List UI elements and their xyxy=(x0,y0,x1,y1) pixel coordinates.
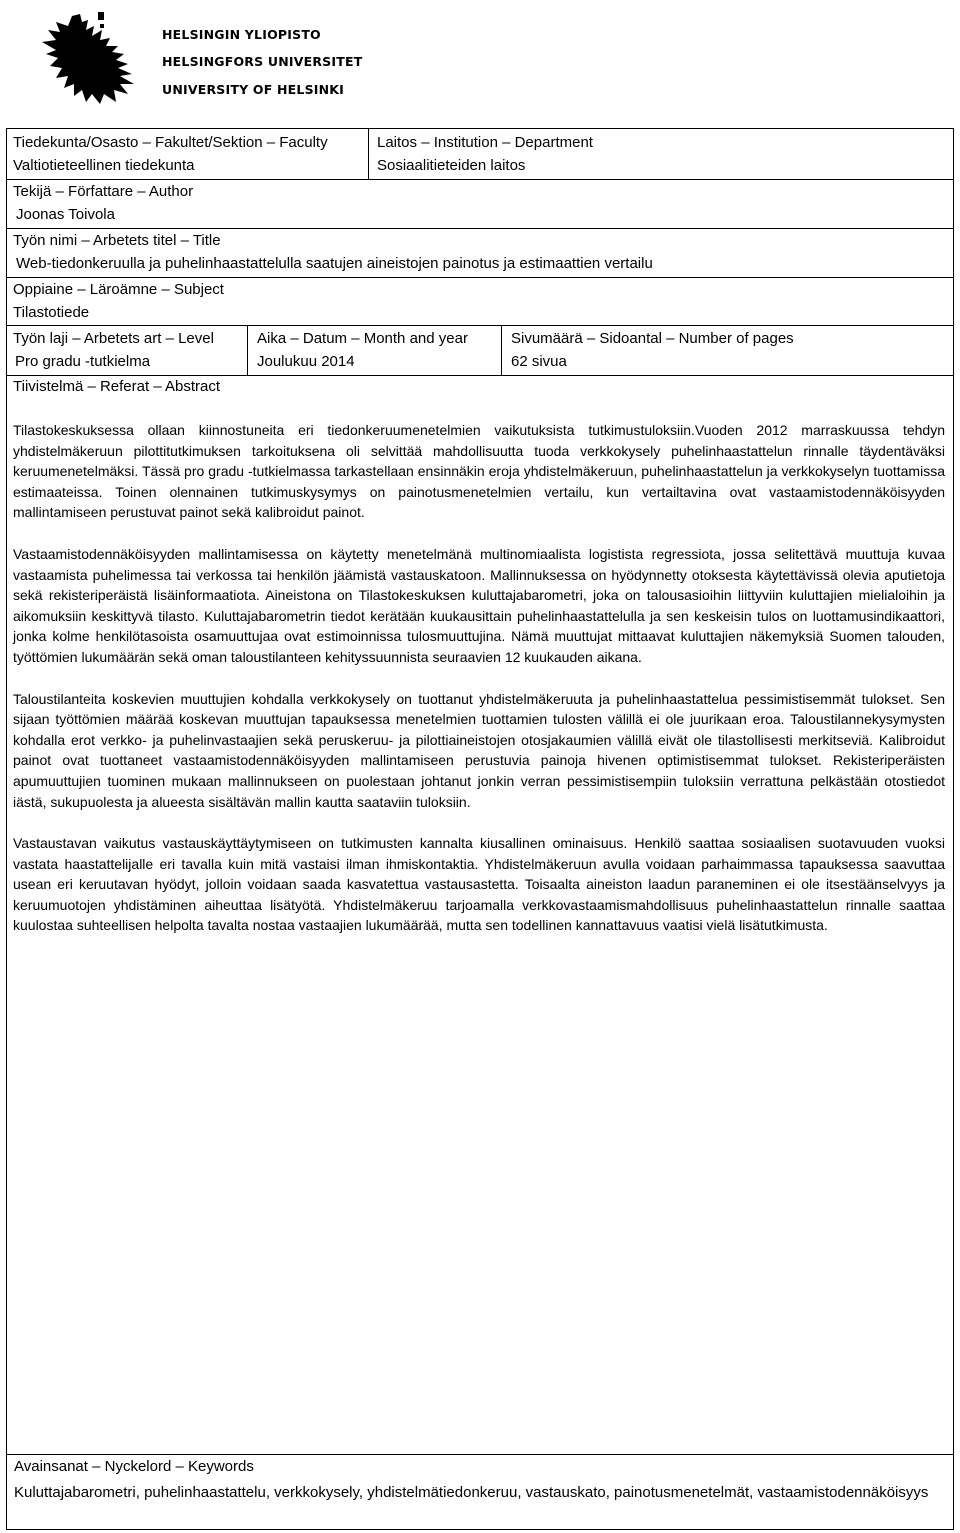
date-label: Aika – Datum – Month and year xyxy=(257,330,468,347)
pages-cell xyxy=(501,326,953,375)
abstract-paragraph: Vastaamistodennäköisyyden mallintamisessa on käytetty menetelmänä multinomiaalista logistista regressiota, jossa selitettävä muuttuja kuvaa vastaamista puhelimessa tai verkossa tai henkilön jäämistä vastauskatoon. Mallinnuksessa on hyödynnetty otoksesta käytettävissä olevia aputietoja sekä rekisteriperäistä lisäinformaatiota. Aineistona on Tilastokeskuksen kuluttajabarometri, joka on talousasioihin liittyviin kuluttajien mielialoihin ja aikomuksiin keskittyvä tilasto. Kuluttajabarometrin tiedot kerätään kuukausittain puhelinhaastattelulla ja sen keskeisin tulos on luottamusindikaattori, jonka kolme henkilötasoista osamuuttujaa ovat estimoinnissa tulosmuuttujina. Nämä muuttujat mittaavat kuluttajien näkemyksiä Suomen talouden, työttömien lukumäärän sekä oman taloustilanteen kehityssuunnista seuraavien 12 kuukauden aikana. xyxy=(13,545,945,665)
faculty-cell xyxy=(7,129,368,179)
title-row xyxy=(7,228,953,277)
subject-row xyxy=(7,277,953,325)
pages-value: 62 sivua xyxy=(511,353,567,370)
author-value: Joonas Toivola xyxy=(16,206,115,223)
subject-label: Oppiaine – Läroämne – Subject xyxy=(13,281,224,298)
faculty-department-row xyxy=(7,128,953,179)
abstract-paragraph: Vastaustavan vaikutus vastauskäyttäytymiseen on tutkimusten kannalta kiusallinen ominaisuus. Henkilö saattaa sosiaalisen suotavuuden vuoksi vastata haastattelijalle eri tavalla kuin mitä vastaisi ilman ihmiskontaktia. Yhdistelmäkeruun avulla voidaan parhaimmassa tapauksessa saavuttaa usean eri keruutavan hyödyt, jolloin voidaan saada kasvatettua vastausastetta. Toisaalta aineiston laadun paraneminen ei ole itsestäänselvyys ja keruumuotojen yhdistäminen aiheuttaa lisätyötä. Yhdistelmäkeruu tarjoamalla verkkovastaamismahdollisuus puhelinhaastattelun rinnalle saattaa kuulostaa suhteellisen helpolta tavalta nostaa vastaajien lukumäärää, mutta sen todellinen kannattavuus vaatisi vielä lisätutkimusta. xyxy=(13,835,945,934)
logo-line-swedish: HELSINGFORS UNIVERSITET xyxy=(162,54,363,69)
keywords-row xyxy=(7,1454,953,1530)
faculty-label: Tiedekunta/Osasto – Fakultet/Sektion – Faculty xyxy=(13,134,328,151)
author-label: Tekijä – Författare – Author xyxy=(13,183,194,200)
level-value: Pro gradu -tutkielma xyxy=(15,353,151,370)
level-label: Työn laji – Arbetets art – Level xyxy=(13,330,214,347)
pages-label: Sivumäärä – Sidoantal – Number of pages xyxy=(511,330,794,347)
university-logo xyxy=(28,12,363,107)
date-value: Joulukuu 2014 xyxy=(257,353,355,370)
title-label: Työn nimi – Arbetets titel – Title xyxy=(13,232,221,249)
abstract-text xyxy=(13,420,945,957)
subject-value: Tilastotiede xyxy=(13,304,90,321)
logo-line-finnish: HELSINGIN YLIOPISTO xyxy=(162,27,321,42)
keywords-label: Avainsanat – Nyckelord – Keywords xyxy=(14,1458,254,1475)
abstract-paragraph: Tilastokeskuksessa ollaan kiinnostuneita eri tiedonkeruumenetelmien vaikutuksista tutkimustuloksiin.Vuoden 2012 marraskuussa tehdyn yhdistelmäkeruun pilottitutkimuksen tarkoituksena oli selvittää mahdollisuutta tuoda verkkokysely puhelinhaastattelun rinnalle täydentäväksi keruumenetelmäksi. Tässä pro gradu -tutkielmassa tarkastellaan ensinnäkin eroja yhdistelmäkeruun, puhelinhaastattelun ja verkkokyselyn tuottamissa estimaateissa. Toinen olennainen tutkimuskysymys on painotusmenetelmien vertailu, kun vertailtavina ovat vastaamistodennäköisyyden mallintamiseen perustuvat painot sekä kalibroidut painot. xyxy=(13,422,945,521)
title-value: Web-tiedonkeruulla ja puhelinhaastattelulla saatujen aineistojen painotus ja estimaattien vertailu xyxy=(16,255,653,272)
level-cell xyxy=(7,326,247,375)
flame-torch-icon xyxy=(28,12,156,106)
faculty-value: Valtiotieteellinen tiedekunta xyxy=(13,157,195,174)
logo-line-english: UNIVERSITY OF HELSINKI xyxy=(162,82,345,97)
department-value: Sosiaalitieteiden laitos xyxy=(377,157,526,174)
abstract-paragraph: Taloustilanteita koskevien muuttujien kohdalla verkkokysely on tuottanut yhdistelmäkeruuta ja puhelinhaastattelua pessimistisemmät tulokset. Sen sijaan työttömien määrää koskevan muuttujan tapauksessa menetelmien tuottamien tulosten välillä ei ole juurikaan eroa. Taloustilannekysymysten kohdalla erot verkko- ja puhelinvastaajien sekä peruskeruu- ja pilottiaineistojen otosjakaumien välillä eivät ole tilastollisesti merkitseviä. Kalibroidut painot ovat tuottaneet vastaamistodennäköisyyden mallintamiseen perustuvia painoja hivenen optimistisemmat tulokset. Rekisteriperäisten apumuuttujien tuominen mukaan mallinnukseen on puolestaan johtanut jonkin verran pessimistisempiin tuloksiin verrattuna pelkästään otostiedot iästä, sukupuolesta ja alueesta sisältävän mallin kautta saataviin tuloksiin. xyxy=(13,690,945,810)
department-cell xyxy=(368,129,953,179)
level-date-pages-row xyxy=(7,325,953,375)
author-row xyxy=(7,179,953,228)
keywords-value: Kuluttajabarometri, puhelinhaastattelu, verkkokysely, yhdistelmätiedonkeruu, vastauskato, painotusmenetelmät, vastaamistodennäköisyys xyxy=(14,1484,929,1501)
department-label: Laitos – Institution – Department xyxy=(377,134,593,151)
date-cell xyxy=(247,326,501,375)
abstract-label: Tiivistelmä – Referat – Abstract xyxy=(13,378,221,395)
